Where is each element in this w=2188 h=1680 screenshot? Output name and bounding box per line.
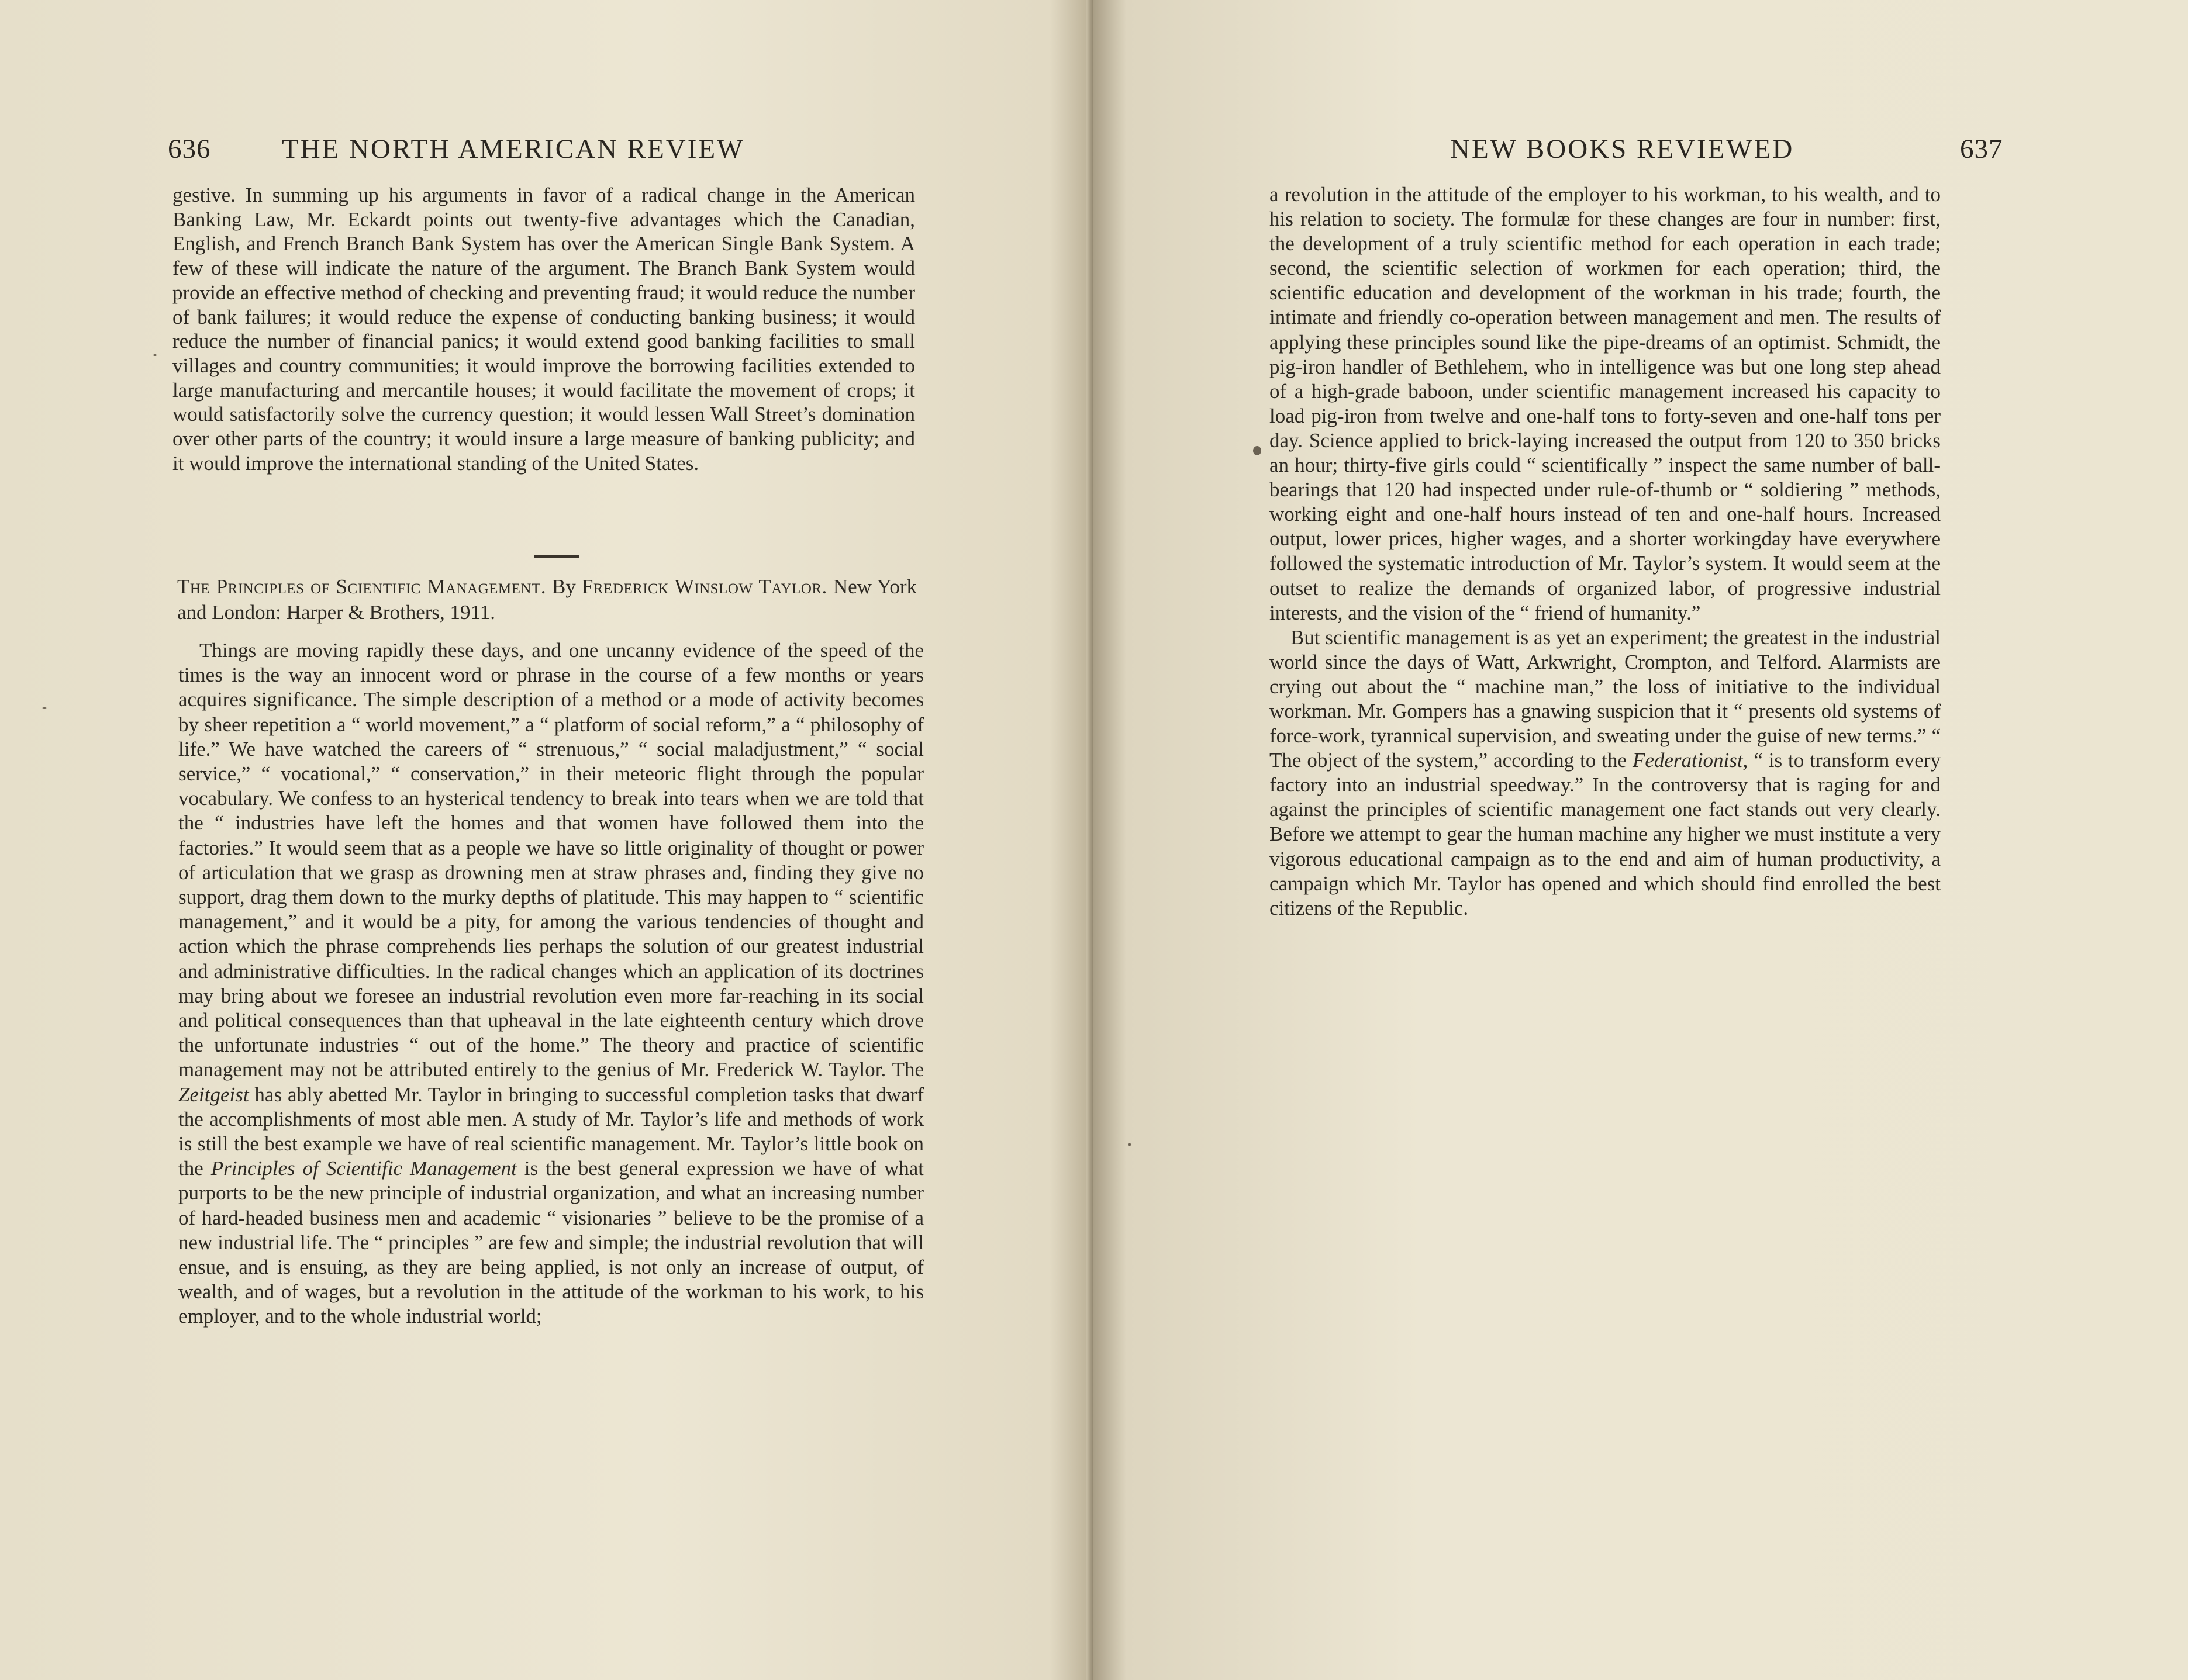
left-page bbox=[0, 0, 1093, 1680]
book-imprint: New York and London: Harper & Brothers, 1911. bbox=[177, 575, 917, 624]
review-body-left bbox=[178, 638, 924, 1329]
review-heading bbox=[177, 574, 917, 625]
italic-zeitgeist: Zeitgeist bbox=[178, 1083, 249, 1106]
page-number-right: 637 bbox=[1960, 134, 2003, 164]
italic-federationist: Federationist, bbox=[1632, 749, 1748, 772]
left-continuation-block bbox=[172, 183, 915, 475]
running-title-left: THE NORTH AMERICAN REVIEW bbox=[282, 134, 745, 164]
italic-book-title: Principles of Scientific Management bbox=[210, 1157, 517, 1180]
review-body-right bbox=[1269, 182, 1941, 921]
ink-blot bbox=[1253, 446, 1261, 455]
right-page bbox=[1093, 0, 2188, 1680]
speck bbox=[1128, 1143, 1131, 1146]
right-paragraph-2: But scientific management is as yet an experiment; the greatest in the industrial world since the days of Watt, Arkwright, Crompton, and Telford. Alarmists are crying out about the “ machine man,” the loss of initiative to the individual workman. Mr. Gompers has a gnawing suspicion that it “ presents old systems of force-work, tyrannical supervision, and sweating under the guise of new terms.” “ The object of the system,” according to the Federationist, “ is to transform every factory into an industrial speedway.” In the controversy that is raging for and against the principles of scientific management one fact stands out very clearly. Before we attempt to gear the human machine any higher we must institute a very vigorous educational campaign as to the end and aim of human productivity, a campaign which Mr. Taylor has opened and which should find enrolled the best citizens of the Republic. bbox=[1269, 625, 1941, 919]
by-word: By bbox=[552, 575, 576, 598]
book-author: Frederick Winslow Taylor. bbox=[581, 575, 827, 598]
speck bbox=[153, 354, 157, 356]
review-paragraph: Things are moving rapidly these days, and one uncanny evidence of the speed of the times is the way an innocent word or phrase in the course of a few months or years acquires significance. The simple description of a method or a mode of activity becomes by sheer repetition a “ world movement,” a “ platform of social reform,” a “ philosophy of life.” We have watched the careers of “ strenuous,” “ social maladjustment,” “ social service,” “ vocational,” “ conservation,” in their meteoric flight through the popular vocabulary. We confess to an hysterical tendency to break into tears when we are told that the “ industries have left the homes and that women have followed them into the factories.” It would seem that as a people we have so little originality of thought or power of articulation that we grasp as drowning men at straw phrases and, finding they give no support, drag them down to the murky depths of platitude. This may happen to “ scientific management,” and it would be a pity, for among the various tendencies of thought and action which the phrase comprehends lies perhaps the solution of our greatest industrial and administrative difficulties. In the radical changes which an application of its doctrines may bring about we foresee an industrial revolution even more far-reaching in its social and political consequences than that upheaval in the late eighteenth century which drove the unfortunate industries “ out of the home.” The theory and practice of scientific management may not be attributed entirely to the genius of Mr. Frederick W. Taylor. The Zeitgeist has ably abetted Mr. Taylor in bringing to successful completion tasks that dwarf the accomplishments of most able men. A study of Mr. Taylor’s life and methods of work is still the best example we have of real scientific management. Mr. Taylor’s little book on the Principles of Scientific Management is the best general expression we have of what purports to be the new principle of industrial organization, and what an increasing number of hard-headed business men and academic “ visionaries ” believe to be the promise of a new industrial life. The “ principles ” are few and simple; the industrial revolution that will ensue, and is ensuing, as they are being applied, is not only an increase of output, of wealth, and of wages, but a revolution in the attitude of the workman to his work, to his employer, and to the whole industrial world; bbox=[178, 639, 924, 1328]
book-title: The Principles of Scientific Management. bbox=[177, 575, 547, 598]
right-running-head bbox=[1450, 133, 2006, 174]
speck bbox=[42, 707, 47, 709]
page-number-left: 636 bbox=[168, 134, 211, 164]
left-running-head bbox=[168, 133, 928, 174]
continuation-paragraph: gestive. In summing up his arguments in favor of a radical change in the American Banking Law, Mr. Eckardt points out twenty-five advantages which the Canadian, English, and French Branch Bank System has over the American Single Bank System. A few of these will indicate the nature of the argument. The Branch Bank System would provide an effective method of checking and preventing fraud; it would reduce the number of bank failures; it would reduce the expense of conducting banking business; it would reduce the number of financial panics; it would extend good banking facilities to small villages and country communities; it would improve the borrowing facilities extended to large manufacturing and mercantile houses; it would facilitate the movement of crops; it would satisfactorily solve the currency question; it would lessen Wall Street’s domination over other parts of the country; it would insure a large measure of banking publicity; and it would improve the international standing of the United States. bbox=[172, 184, 915, 475]
running-title-right: NEW BOOKS REVIEWED bbox=[1450, 134, 1794, 164]
right-paragraph-1: a revolution in the attitude of the employer to his workman, to his wealth, and to his relation to society. The formulæ for these changes are four in number: first, the development of a truly scientific method for each operation in each trade; second, the scientific selection of workmen for each operation; third, the scientific education and development of the workman in his trade; fourth, the intimate and friendly co-operation between management and men. The results of applying these principles sound like the pipe-dreams of an optimist. Schmidt, the pig-iron handler of Bethlehem, who in intelligence was but one long step ahead of a high-grade baboon, under scientific management increased his capacity to load pig-iron from twelve and one-half tons to forty-seven and one-half tons per day. Science applied to brick-laying increased the output from 120 to 350 bricks an hour; thirty-five girls could “ scientifically ” inspect the same number of ball-bearings that 120 had inspected under rule-of-thumb or “ soldiering ” methods, working eight and one-half hours instead of ten and one-half hours. Increased output, lower prices, higher wages, and a shorter workingday have everywhere followed the systematic introduction of Mr. Taylor’s system. It would seem at the outset to realize the demands of organized labor, of progressive industrial interests, and the vision of the “ friend of humanity.” bbox=[1269, 183, 1941, 624]
section-divider bbox=[534, 555, 579, 558]
